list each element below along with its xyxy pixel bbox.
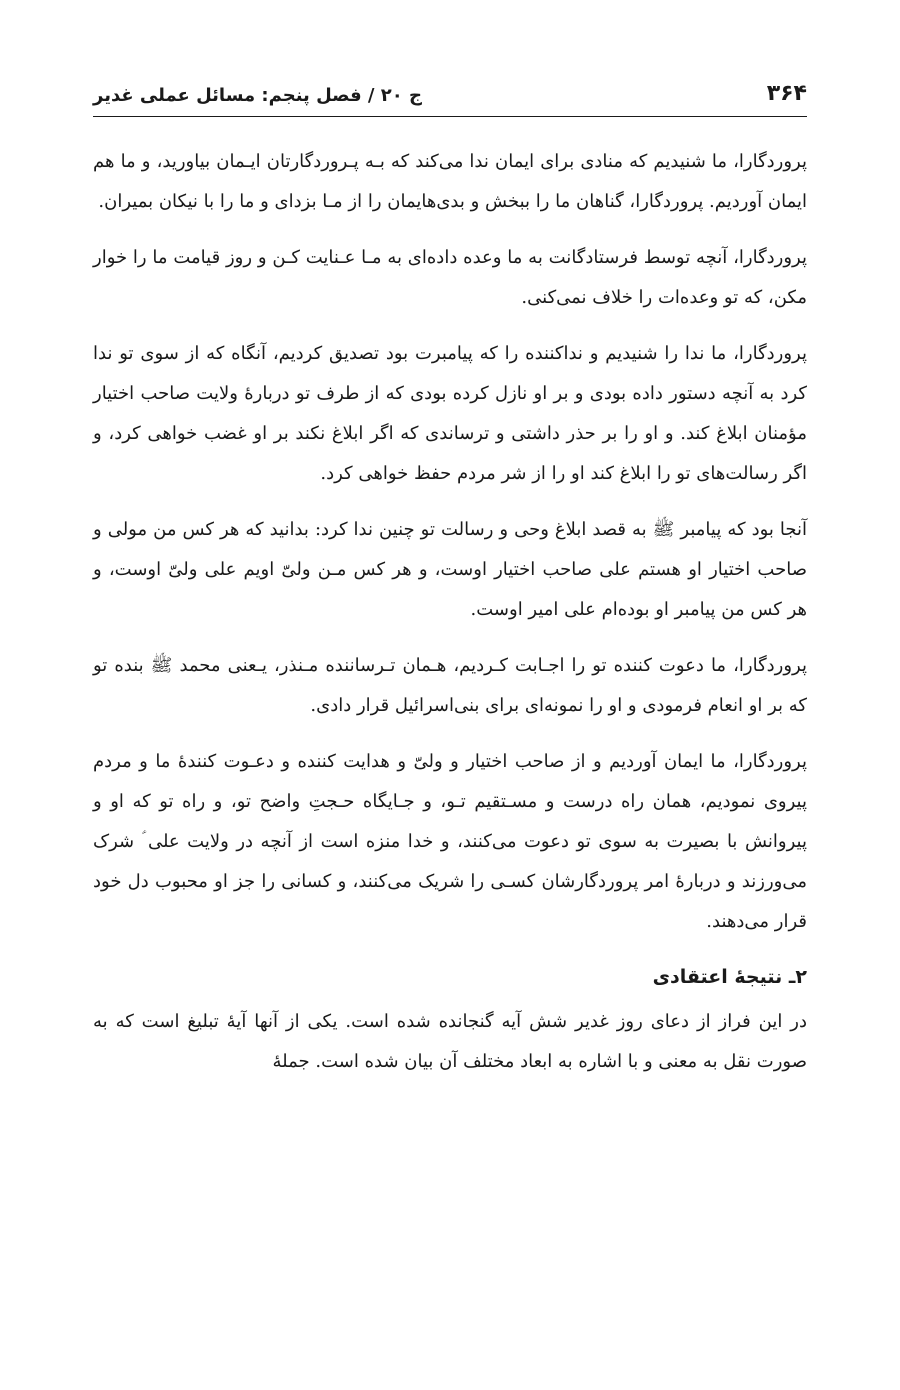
book-page bbox=[93, 0, 807, 1390]
page-number: ۳۶۴ bbox=[766, 81, 807, 106]
paragraph: پروردگارا، ما دعوت کننده تو را اجـابت کـردیم، هـمان تـرساننده مـنذر، یـعنی محمد ﷺ بنده تو که بر او انعام فرمودی و او را نمونه‌ای برای بنی‌اسرائیل قرار دادی. bbox=[93, 655, 807, 716]
paragraph: پروردگارا، ما ندا را شنیدیم و نداکننده را که پیامبرت بود تصدیق کردیم، آنگاه که از سوی تو ندا کرد به آنچه دستور داده بودی و بر او نازل کرده بودی که از طرف تو دربارهٔ ولایت صاحب اختیار مؤمنان ابلاغ کند. و او را بر حذر داشتی و ترساندی که اگر ابلاغ نکند بر او غضب خواهی کرد، و اگر رسالت‌های تو را ابلاغ کند او را از شر مردم حفظ خواهی کرد. bbox=[93, 343, 807, 484]
running-header bbox=[93, 66, 807, 106]
paragraph: پروردگارا، ما ایمان آوردیم و از صاحب اختیار و ولیّ و هدایت کننده و دعـوت کنندهٔ ما و مردم پیروی نمودیم، همان راه درست و مسـتقیم تـو، و جـایگاه حـجتِ واضح تو، و راه تو که او و پیروانش با بصیرت به سوی تو دعوت می‌کنند، و خدا منزه است از آنچه در ولایت علی ؑ شرک می‌ورزند و دربارهٔ امر پروردگارشان کسـی را شریک می‌کنند، و کسانی را جز او محبوب دل خود قرار می‌دهند. bbox=[93, 751, 807, 932]
paragraph: در این فراز از دعای روز غدیر شش آیه گنجانده شده است. یکی از آنها آیهٔ تبلیغ است که به صورت نقل به معنی و با اشاره به ابعاد مختلف آن بیان شده است. جملهٔ bbox=[93, 1011, 807, 1072]
header-divider bbox=[93, 116, 807, 117]
paragraph: آنجا بود که پیامبر ﷺ به قصد ابلاغ وحی و رسالت تو چنین ندا کرد: بدانید که هر کس من مولی و صاحب اختیار او هستم علی صاحب اختیار اوست، و هر کس مـن ولیّ اویم علی ولیّ اوست، و هر کس من پیامبر او بوده‌ام علی امیر اوست. bbox=[93, 519, 807, 620]
paragraph: پروردگارا، آنچه توسط فرستادگانت به ما وعده داده‌ای به مـا عـنایت کـن و روز قیامت ما را خوار مکن، که تو وعده‌ات را خلاف نمی‌کنی. bbox=[93, 247, 807, 308]
page-body bbox=[93, 142, 807, 1098]
running-header-title: ج ۲۰ / فصل پنجم: مسائل عملی غدیر bbox=[93, 85, 423, 106]
section-heading: ۲ـ نتیجهٔ اعتقادی bbox=[652, 966, 807, 988]
paragraph: پروردگارا، ما شنیدیم که منادی برای ایمان ندا می‌کند که بـه پـروردگارتان ایـمان بیاورید، و ما هم ایمان آوردیم. پروردگارا، گناهان ما را ببخش و بدی‌هایمان را از مـا بزدای و ما را با نیکان بمیران. bbox=[93, 151, 807, 212]
